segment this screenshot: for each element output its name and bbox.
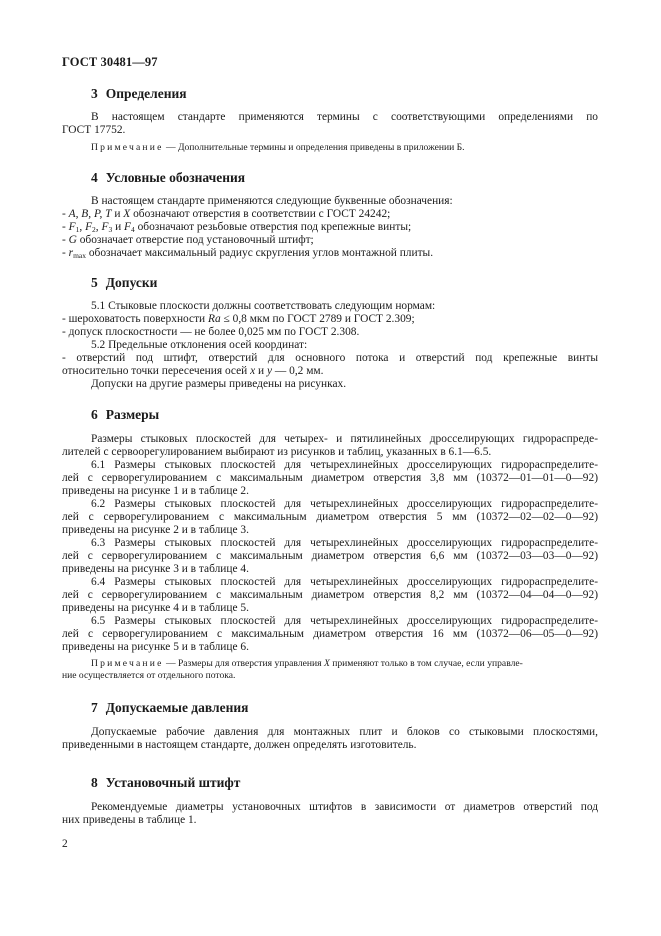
list-item [62,247,598,260]
paragraph-line: них приведены в таблице 1. [62,814,197,826]
section-number: 3 [91,86,98,101]
paragraph-line: Размеры стыковых плоскостей для четырех- и пятилинейных дросселирующих гидрораспреде- [91,433,598,445]
section-3-title [91,86,187,102]
paragraph-line: приведены на рисунке 5 и в таблице 6. [62,641,249,653]
subscript: 1 [75,225,80,234]
bullet: - [62,208,69,220]
note-text: — Дополнительные термины и определения приведены в приложении Б. [163,142,465,153]
paragraph-line: Допуски на другие размеры приведены на рисунках. [91,378,347,390]
paragraph-line: В настоящем стандарте применяются следующие буквенные обозначения: [91,195,453,207]
paragraph-line: Допускаемые рабочие давления для монтажных плит и блоков со стыковыми плоскостями, [91,726,598,738]
symbol: G [68,234,77,246]
symbol: r [68,247,74,259]
paragraph-line: В настоящем стандарте применяются термины с соответствующими определениями по [91,111,598,123]
note-label: Примечание [91,142,164,153]
paragraph-line: лей с сервoрегулированием с максимальным диаметром отверстия 5 мм (10372—02—02—0—92) [62,511,598,523]
paragraph-line: ГОСТ 17752. [62,124,126,136]
section-number: 8 [91,775,98,790]
text: обозначает максимальный радиус скругления углов монтажной плиты. [86,247,434,259]
text: обозначают отверстия в соответствии с ГОСТ 24242; [130,208,391,220]
list-item: - отверстий под штифт, отверстий для основного потока и отверстий под крепежные винты [62,352,598,364]
section-4-title [91,170,245,186]
section-title-text: Условные обозначения [105,170,246,185]
bullet: - [62,247,69,259]
text: обозначают резьбовые отверстия под крепежные винты; [134,221,412,233]
symbol: A, B, P, T [68,208,112,220]
section-7-title [91,700,248,716]
section-number: 4 [91,170,98,185]
subscript: 2 [92,225,96,234]
section-5-title [91,275,157,291]
section-number: 5 [91,275,98,290]
paragraph-line: лей с сервoрегулированием с максимальным диаметром отверстия 8,2 мм (10372—04—04—0—92) [62,589,598,601]
subscript: 3 [108,225,113,234]
list-item: - $F_1$, $F_2$, $F_3$ и $F_4$ обозначают резьбовые отверстия под крепежные винты; [62,221,412,234]
section-title-text: Допускаемые давления [105,700,249,715]
symbol: X [323,658,330,669]
paragraph-line: лителей с сервоорегулированием выбирают из рисунков и таблиц, указанных в 6.1—6.5. [62,446,492,458]
symbol: F [101,221,109,233]
bullet: - [62,221,69,233]
paragraph-line: лей с сервoрегулированием с максимальным диаметром отверстия 3,8 мм (10372—01—01—0—92) [62,472,598,484]
note-line: ние осуществляется от отдельного потока. [62,670,236,681]
note-line [91,141,598,154]
paragraph-line: 6.5 Размеры стыковых плоскостей для четырехлинейных дросселирующих гидрораспределите- [91,615,598,627]
list-item [62,234,598,247]
text: относительно точки пересечения осей [62,365,251,377]
paragraph-line: приведены на рисунке 1 и в таблице 2. [62,485,249,497]
paragraph-line: лей с сервoрегулированием с максимальным диаметром отверстия 6,6 мм (10372—03—03—0—92) [62,550,598,562]
symbol: x [250,365,256,377]
paragraph-line: 6.3 Размеры стыковых плоскостей для четырехлинейных дросселирующих гидрораспределите- [91,537,598,549]
text: ≤ 0,8 мкм по ГОСТ 2789 и ГОСТ 2.309; [220,313,415,325]
subscript: 4 [130,225,135,234]
section-number: 6 [91,407,98,422]
text: - шероховатость поверхности [62,313,209,325]
section-title-text: Определения [105,86,187,101]
note-label: Примечание [91,658,164,669]
symbol: Ra [208,313,221,325]
paragraph-line: лей с сервoрегулированием с максимальным диаметром отверстия 16 мм (10372—06—05—0—92) [62,628,598,640]
paragraph-line: приведены на рисунке 2 и в таблице 3. [62,524,249,536]
section-title-text: Установочный штифт [105,775,241,790]
document-header: ГОСТ 30481—97 [62,55,158,69]
text: и [111,208,124,220]
section-8-title [91,775,240,791]
subscript: max [73,251,87,260]
list-item [62,208,598,221]
paragraph-line: 5.1 Стыковые плоскости должны соответствовать следующим нормам: [91,300,436,312]
section-title-text: Допуски [105,275,158,290]
section-number: 7 [91,700,98,715]
symbol: F [85,221,93,233]
paragraph-line: 5.2 Предельные отклонения осей координат: [91,339,308,351]
text: обозначает отверстие под установочный штифт; [76,234,314,246]
symbol: y [266,365,273,377]
text: — 0,2 мм. [272,365,324,377]
paragraph-line: 6.1 Размеры стыковых плоскостей для четырехлинейных дросселирующих гидрораспределите- [91,459,598,471]
page-number: 2 [62,838,68,850]
section-title-text: Размеры [105,407,160,422]
list-item: - допуск плоскостности — не более 0,025 мм по ГОСТ 2.308. [62,326,360,338]
paragraph-line: 6.4 Размеры стыковых плоскостей для четырехлинейных дросселирующих гидрораспределите- [91,576,598,588]
paragraph-line [62,365,598,378]
paragraph-line: приведены на рисунке 4 и в таблице 5. [62,602,249,614]
paragraph-line: приведены на рисунке 3 и в таблице 4. [62,563,249,575]
symbol: F [124,221,131,233]
paragraph-line: Рекомендуемые диаметры установочных штифтов в зависимости от диаметров отверстий под [91,801,598,813]
symbol: X [123,208,131,220]
note-text: применяют только в том случае, если управле- [329,658,523,669]
paragraph-line: 6.2 Размеры стыковых плоскостей для четырехлинейных дросселирующих гидрораспределите- [91,498,598,510]
symbol: F [68,221,76,233]
text: и [255,365,267,377]
bullet: - [62,234,69,246]
paragraph-line: приведенными в настоящем стандарте, должен определять изготовитель. [62,739,417,751]
note-text: — Размеры для отверстия управления [163,658,324,669]
list-item [62,313,598,326]
section-6-title [91,407,159,423]
